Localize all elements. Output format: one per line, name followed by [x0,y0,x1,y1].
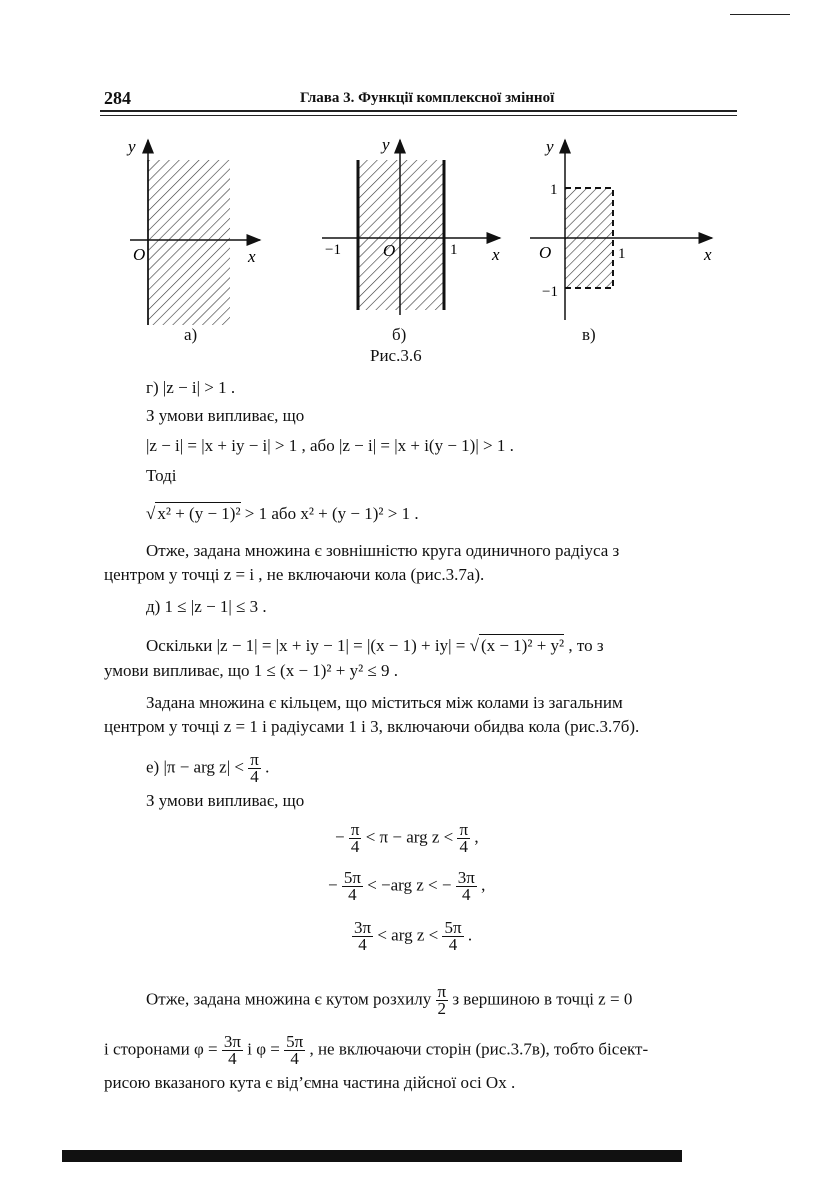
axis-y-label: y [546,137,554,156]
panel-c [530,137,712,320]
header-rule-thin [100,115,737,116]
equation-2: √ x² + (y − 1)² > 1 або x² + (y − 1)² > 1 . [146,504,419,523]
oskilky-line-1: Оскільки |z − 1| = |x + iy − 1| = |(x − 1) + iy| = √ (x − 1)² + y² , то з [146,636,604,655]
paragraph-2-line-1: Задана множина є кільцем, що міститься між колами із загальним [146,693,623,712]
origin-label: O [539,243,552,262]
origin-label: O [383,241,396,260]
panel-a [126,137,260,325]
item-d: д) 1 ≤ |z − 1| ≤ 3 . [146,597,267,616]
page-number: 284 [104,88,131,108]
inequality-2: − $\frac{5\pi}{4}$ < −arg z < − $\frac{3\pi}{4}$ , [328,868,486,904]
inequality-3: $\frac{3\pi}{4}$ < arg z < $\frac{5\pi}{4}$ . [354,918,473,954]
condition-text: З умови випливає, що [146,406,305,425]
panel-label-c: в) [582,325,596,344]
tick-one: 1 [450,242,458,258]
condition-text-2: З умови випливає, що [146,791,305,810]
axis-x-label: x [704,245,712,264]
paragraph-4-line-1: і сторонами φ = $\frac{3\pi}{4}$ і φ = $\frac{5\pi}{4}$ , не включаючи сторін (рис.3.7в), тобто бісект- [104,1032,649,1068]
equation-1: |z − i| = |x + iy − i| > 1 , або |z − i| = |x + i(y − 1)| > 1 . [146,436,514,455]
axis-x-label: x [248,247,256,266]
panel-label-b: б) [392,325,407,344]
paragraph-4-line-2: рисою вказаного кута є від’ємна частина дійсної осі Ox . [104,1073,516,1092]
axis-x-label: x [492,245,500,264]
item-g: г) |z − i| > 1 . [146,378,236,397]
panel-b [322,135,500,315]
paragraph-1-line-1: Отже, задана множина є зовнішністю круга одиничного радіуса з [146,541,620,560]
tick-right-one: 1 [618,246,626,262]
axis-y-label: y [382,135,390,154]
chapter-title: Глава 3. Функції комплексної змінної [300,90,555,106]
paragraph-3: Отже, задана множина є кутом розхилу $\frac{\pi}{2}$ з вершиною в точці z = 0 [146,982,633,1018]
paragraph-2-line-2: центром у точці z = 1 і радіусами 1 і 3, включаючи обидва кола (рис.3.7б). [104,717,640,736]
origin-label: O [133,245,146,264]
then-text: Тоді [146,466,177,485]
paragraph-1-line-2: центром у точці z = i , не включаючи кола (рис.3.7а). [104,565,485,584]
tick-minus-one: −1 [325,242,341,258]
tick-top-one: 1 [550,182,558,198]
item-e: е) |π − arg z| < $\frac{\pi}{4}$ . [146,750,270,786]
bottom-scan-bar [62,1150,682,1162]
top-corner-rule [730,14,790,15]
figure-caption: Рис.3.6 [370,346,422,365]
inequality-1: − $\frac{\pi}{4}$ < π − arg z < $\frac{\pi}{4}$ , [335,820,479,856]
figure-3-6 [100,130,740,330]
oskilky-line-2: умови випливає, що 1 ≤ (x − 1)² + y² ≤ 9 . [104,661,399,680]
axis-y-label: y [128,137,136,156]
tick-bottom-minus-one: −1 [542,284,558,300]
sqrt-expression: x² + (y − 1)² [157,504,241,523]
header-rule [100,110,737,112]
panel-label-a: а) [184,325,198,344]
